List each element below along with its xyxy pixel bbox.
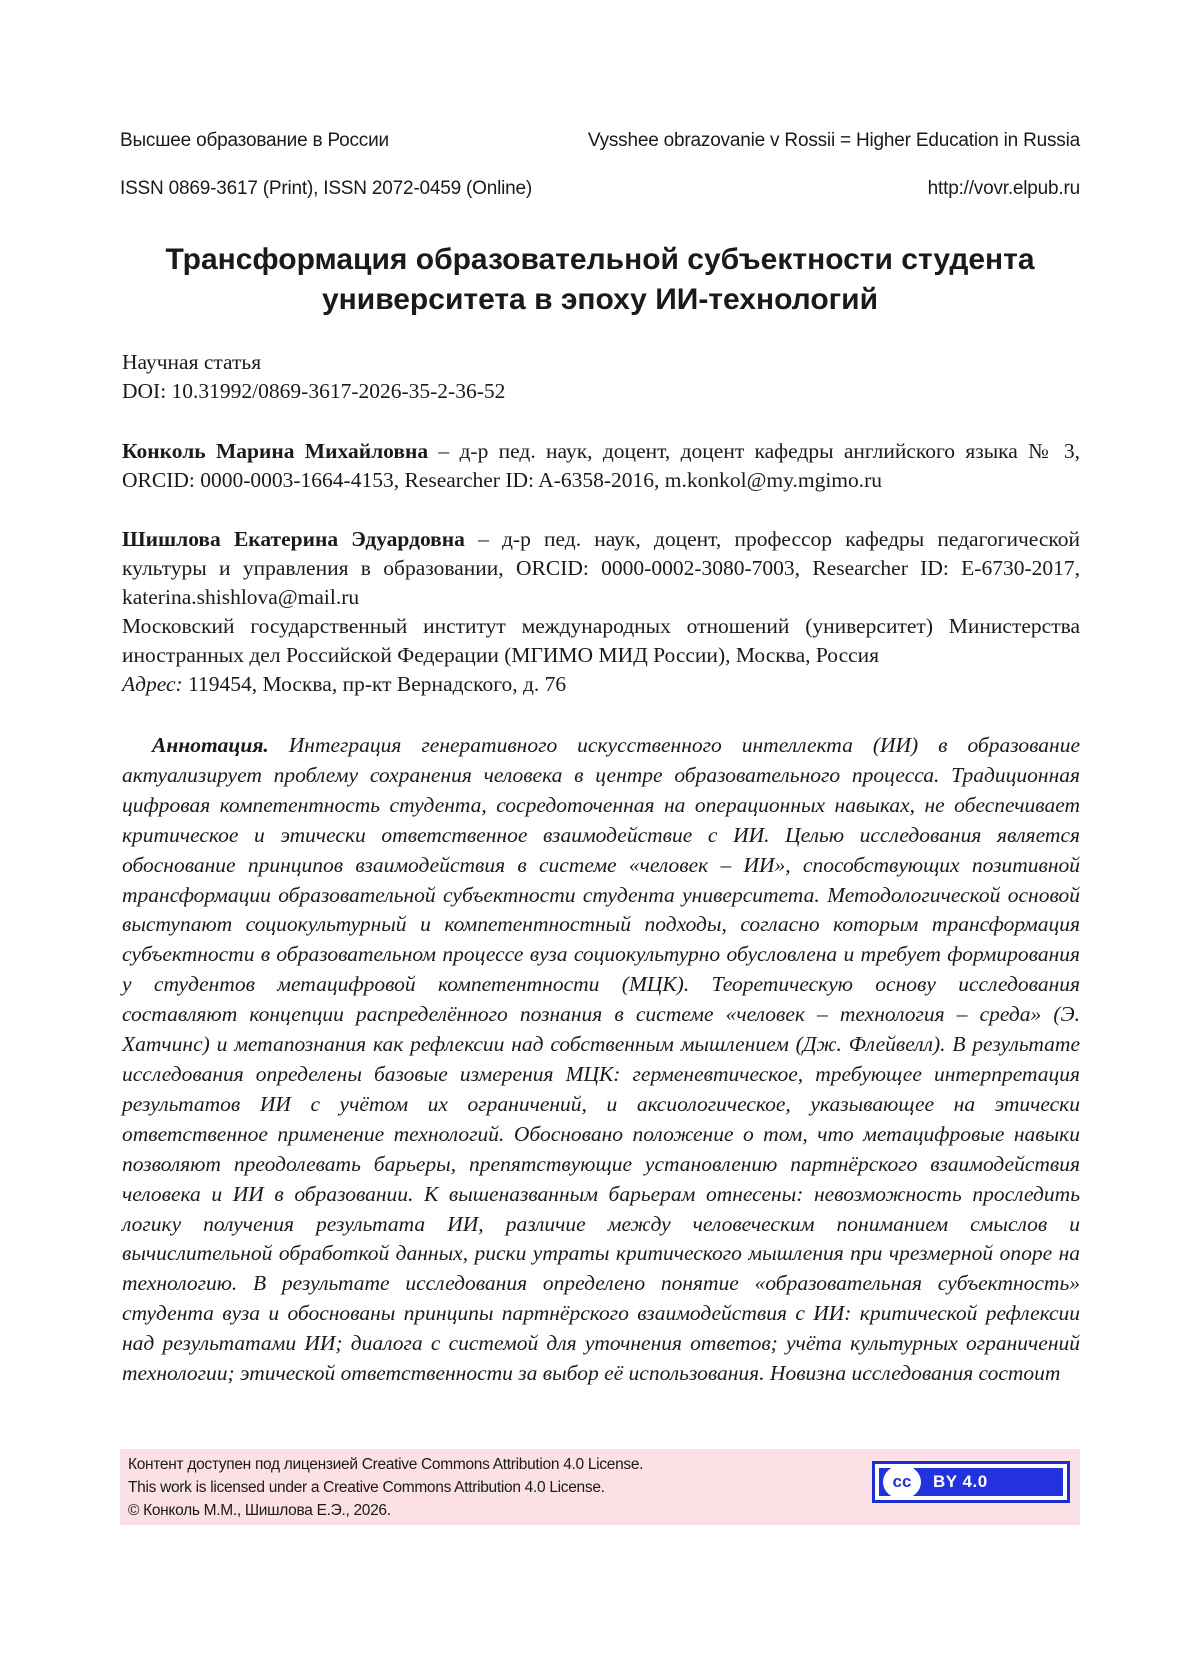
address	[122, 670, 1080, 699]
license-text	[128, 1453, 643, 1522]
journal-url[interactable]: http://vovr.elpub.ru	[927, 178, 1080, 199]
journal-title-en: Vysshee obrazovanie v Rossii = Higher Education in Russia	[587, 130, 1080, 151]
abstract	[122, 731, 1080, 1389]
doi[interactable]: DOI: 10.31992/0869-3617-2026-35-2-36-52	[122, 379, 506, 403]
cc-badge-inner	[879, 1468, 1063, 1496]
title-line-1: Трансформация образовательной субъектности студента	[165, 243, 1035, 276]
author-1	[122, 437, 1080, 495]
article-type: Научная статья	[122, 350, 262, 374]
cc-by-badge[interactable]	[872, 1461, 1070, 1503]
title-line-2: университета в эпоху ИИ-технологий	[321, 283, 879, 316]
affiliation	[122, 612, 1080, 670]
copyright: © Конколь М.М., Шишлова Е.Э., 2026.	[128, 1502, 391, 1519]
address-text: 119454, Москва, пр-кт Вернадского, д. 76	[182, 672, 567, 696]
author-1-info: – д-р пед. наук, доцент, доцент кафедры английского языка № 3, ORCID: 0000-0003-1664-4153, Researcher ID: A-6358-2016, m.konkol@my.mgimo.ru	[122, 439, 1080, 492]
affiliation-text: Московский государственный институт международных отношений (университет) Министерства иностранных дел Российской Федерации (МГИМО МИД России), Москва, Россия	[122, 614, 1080, 667]
journal-header	[120, 130, 1080, 152]
author-2-info: – д-р пед. наук, доцент, профессор кафедры педагогической культуры и управления в образовании, ORCID: 0000-0002-3080-7003, Researcher ID: E-6730-2017, katerina.shishlova@mail.ru	[122, 527, 1081, 609]
article-meta	[122, 348, 1080, 406]
journal-issn-row	[120, 178, 1080, 200]
journal-title-ru: Высшее образование в России	[120, 130, 389, 151]
author-1-name: Конколь Марина Михайловна	[122, 439, 429, 463]
license-panel	[120, 1449, 1080, 1525]
abstract-label: Аннотация.	[152, 733, 269, 757]
abstract-text: Интеграция генеративного искусственного интеллекта (ИИ) в образование актуализирует проблему сохранения человека в центре образовательного процесса. Традиционная цифровая компетентность студента, сосредоточенная на операционных навыках, не обеспечивает критическое и этически ответственное взаимодействие с ИИ. Целью исследования является обоснование принципов взаимодействия в системе «человек – ИИ», способствующих позитивной трансформации образовательной субъектности студента университета. Методологической основой выступают социокультурный и компетентностный подходы, согласно которым трансформация субъектности в образовательном процессе вуза социокультурно обусловлена и требует формирования у студентов метацифровой компетентности (МЦК). Теоретическую основу исследования составляют концепции распределённого познания в системе «человек – технология – среда» (Э. Хатчинс) и метапознания как рефлексии над собственным мышлением (Дж. Флейвелл). В результате исследования определены базовые измерения МЦК: герменевтическое, требующее интерпретация результатов ИИ с учётом их ограничений, и аксиологическое, указывающее на этически ответственное применение технологий. Обосновано положение о том, что метацифровые навыки позволяют преодолевать барьеры, препятствующие установлению партнёрского взаимодействия человека и ИИ в образовании. К вышеназванным барьерам отнесены: невозможность проследить логику получения результата ИИ, различие между человеческим пониманием смыслов и вычислительной обработкой данных, риски утраты критического мышления при чрезмерной опоре на технологию. В результате исследования определено понятие «образовательная субъектность» студента вуза и обоснованы принципы партнёрского взаимодействия с ИИ: критической рефлексии над результатами ИИ; диалога с системой для уточнения ответов; учёта культурных ограничений технологии; этической ответственности за выбор её использования. Новизна исследования состоит	[122, 733, 1080, 1386]
address-label: Адрес:	[122, 672, 183, 696]
license-line-en: This work is licensed under a Creative Commons Attribution 4.0 License.	[128, 1479, 605, 1496]
author-2-name: Шишлова Екатерина Эдуардовна	[122, 527, 465, 551]
article-title	[120, 240, 1080, 320]
cc-license-label: BY 4.0	[933, 1472, 988, 1491]
issn-text: ISSN 0869-3617 (Print), ISSN 2072-0459 (Online)	[120, 178, 532, 199]
cc-icon: cc	[883, 1465, 921, 1499]
author-2	[122, 525, 1080, 612]
license-line-ru: Контент доступен под лицензией Creative Commons Attribution 4.0 License.	[128, 1456, 644, 1473]
